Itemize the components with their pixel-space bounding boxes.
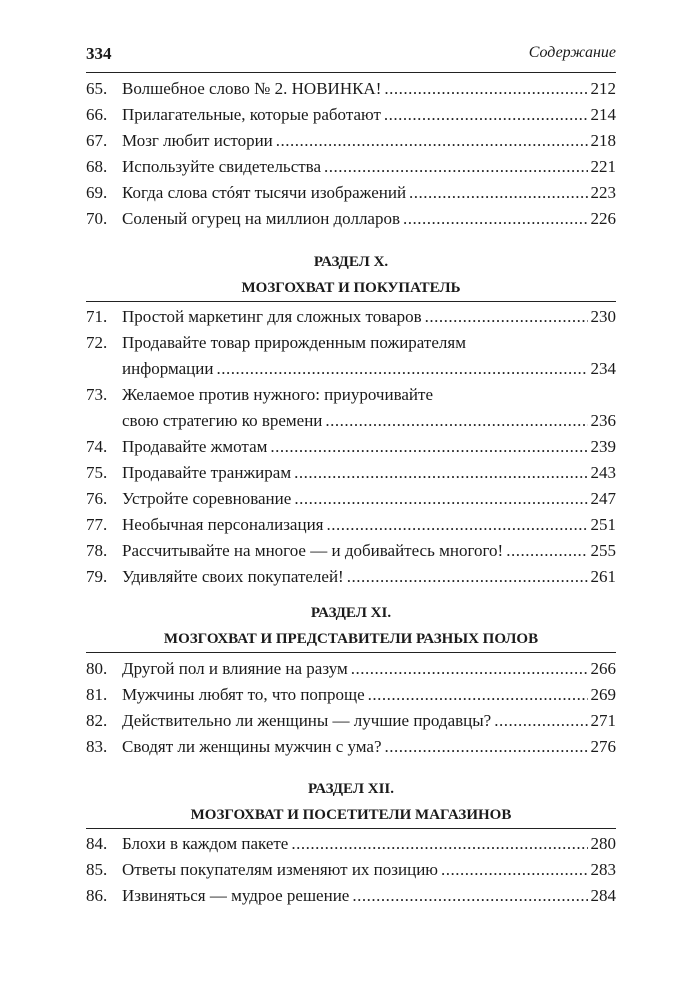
entry-page-number: 255 — [590, 541, 616, 560]
entry-title: Мозг любит истории — [122, 131, 273, 150]
entry-page-number: 212 — [590, 79, 616, 98]
entry-number: 66. — [86, 105, 108, 124]
toc-entry — [86, 857, 616, 883]
toc-entry — [86, 831, 616, 857]
entry-title: Действительно ли женщины — лучшие продавцы? — [122, 711, 492, 730]
toc-entry — [86, 304, 616, 330]
entry-page-number: 284 — [590, 886, 616, 905]
section-label: РАЗДЕЛ X. — [313, 254, 389, 270]
dot-leader — [425, 304, 588, 330]
toc-entry — [86, 656, 616, 682]
entry-title: Продавайте транжирам — [122, 463, 292, 482]
page-number: 334 — [86, 44, 112, 63]
entry-title-line: Желаемое против нужного: приурочивайте — [122, 385, 433, 404]
entry-title: Мужчины любят то, что попроще — [122, 685, 365, 704]
toc-entry — [86, 330, 616, 382]
entry-title: Необычная персонализация — [122, 515, 324, 534]
section-rule — [86, 652, 616, 653]
entry-page-number: 266 — [590, 659, 616, 678]
section-label: РАЗДЕЛ XI. — [310, 605, 392, 621]
entry-number: 77. — [86, 515, 108, 534]
dot-leader — [409, 180, 587, 206]
entry-number: 86. — [86, 886, 108, 905]
toc-entry — [86, 206, 616, 232]
entry-page-number: 221 — [590, 157, 616, 176]
dot-leader — [327, 512, 588, 538]
entry-title: Ответы покупателям изменяют их позицию — [122, 860, 438, 879]
dot-leader — [403, 206, 587, 232]
entry-page-number: 218 — [590, 131, 616, 150]
entry-title: Блохи в каждом пакете — [122, 834, 289, 853]
page-header — [86, 44, 616, 70]
entry-title: Устройте соревнование — [122, 489, 292, 508]
entry-number: 76. — [86, 489, 108, 508]
entry-title: Когда слова стóят тысячи изображений — [122, 183, 407, 202]
toc-entry — [86, 128, 616, 154]
toc-group — [86, 304, 616, 590]
section-title: МОЗГОХВАТ И ПОСЕТИТЕЛИ МАГАЗИНОВ — [190, 807, 512, 823]
entry-page-number: 214 — [590, 105, 616, 124]
entry-number: 83. — [86, 737, 108, 756]
entry-page-number: 271 — [590, 711, 616, 730]
dot-leader — [291, 831, 587, 857]
entry-number: 71. — [86, 307, 108, 326]
dot-leader — [506, 538, 587, 564]
section-heading-xi — [86, 600, 616, 652]
entry-title: Простой маркетинг для сложных товаров — [122, 307, 422, 326]
entry-number: 75. — [86, 463, 108, 482]
entry-title: Прилагательные, которые работают — [122, 105, 381, 124]
dot-leader — [385, 734, 588, 760]
entry-page-number: 226 — [590, 209, 616, 228]
entry-number: 73. — [86, 385, 108, 404]
toc-group — [86, 656, 616, 760]
entry-page-number: 269 — [590, 685, 616, 704]
toc-entry — [86, 180, 616, 206]
entry-number: 84. — [86, 834, 108, 853]
entry-number: 85. — [86, 860, 108, 879]
entry-page-number: 234 — [590, 359, 616, 378]
entry-title: Рассчитывайте на многое — и добивайтесь многого! — [122, 541, 504, 560]
dot-leader — [325, 408, 587, 434]
entry-number: 67. — [86, 131, 108, 150]
toc-entry — [86, 382, 616, 434]
dot-leader — [352, 883, 587, 909]
dot-leader — [384, 76, 587, 102]
dot-leader — [384, 102, 588, 128]
entry-title: Используйте свидетельства — [122, 157, 322, 176]
toc-entry — [86, 434, 616, 460]
toc-entry — [86, 76, 616, 102]
entry-page-number: 223 — [590, 183, 616, 202]
dot-leader — [441, 857, 588, 883]
entry-page-number: 243 — [590, 463, 616, 482]
entry-page-number: 261 — [590, 567, 616, 586]
entry-page-number: 276 — [590, 737, 616, 756]
dot-leader — [294, 486, 587, 512]
entry-title: Извиняться — мудрое решение — [122, 886, 350, 905]
toc-group — [86, 831, 616, 909]
entry-number: 80. — [86, 659, 108, 678]
section-label: РАЗДЕЛ XII. — [307, 781, 394, 797]
dot-leader — [276, 128, 588, 154]
dot-leader — [324, 154, 587, 180]
entry-number: 82. — [86, 711, 108, 730]
entry-page-number: 251 — [590, 515, 616, 534]
entry-number: 65. — [86, 79, 108, 98]
toc-entry — [86, 538, 616, 564]
entry-number: 70. — [86, 209, 108, 228]
toc-entry — [86, 682, 616, 708]
entry-title: Другой пол и влияние на разум — [122, 659, 348, 678]
entry-title-line: Продавайте товар прирожденным пожирателям — [122, 333, 466, 352]
section-rule — [86, 828, 616, 829]
entry-title: Волшебное слово № 2. НОВИНКА! — [122, 79, 382, 98]
entry-page-number: 239 — [590, 437, 616, 456]
entry-number: 74. — [86, 437, 108, 456]
dot-leader — [494, 708, 587, 734]
entry-page-number: 230 — [590, 307, 616, 326]
entry-title: Удивляйте своих покупателей! — [122, 567, 344, 586]
toc-entry — [86, 460, 616, 486]
section-title: МОЗГОХВАТ И ПРЕДСТАВИТЕЛИ РАЗНЫХ ПОЛОВ — [163, 631, 539, 647]
entry-number: 78. — [86, 541, 108, 560]
entry-number: 79. — [86, 567, 108, 586]
dot-leader — [270, 434, 587, 460]
toc-entry — [86, 154, 616, 180]
dot-leader — [216, 356, 587, 382]
entry-page-number: 280 — [590, 834, 616, 853]
toc-entry — [86, 564, 616, 590]
toc-entry — [86, 708, 616, 734]
running-title: Содержание — [528, 44, 616, 61]
toc-entry — [86, 512, 616, 538]
header-rule — [86, 72, 616, 73]
entry-number: 81. — [86, 685, 108, 704]
section-heading-x — [86, 249, 616, 301]
toc-entry — [86, 102, 616, 128]
entry-page-number: 247 — [590, 489, 616, 508]
entry-page-number: 283 — [590, 860, 616, 879]
entry-title: Соленый огурец на миллион долларов — [122, 209, 401, 228]
entry-page-number: 236 — [590, 411, 616, 430]
entry-number: 69. — [86, 183, 108, 202]
entry-title: Сводят ли женщины мужчин с ума? — [122, 737, 382, 756]
entry-title: информации — [122, 359, 214, 378]
toc-group — [86, 76, 616, 232]
toc-entry — [86, 883, 616, 909]
section-heading-xii — [86, 776, 616, 828]
entry-number: 72. — [86, 333, 108, 352]
dot-leader — [368, 682, 588, 708]
dot-leader — [294, 460, 587, 486]
entry-number: 68. — [86, 157, 108, 176]
toc-entry — [86, 486, 616, 512]
entry-title: свою стратегию ко времени — [122, 411, 323, 430]
section-rule — [86, 301, 616, 302]
dot-leader — [351, 656, 588, 682]
dot-leader — [347, 564, 588, 590]
toc-entry — [86, 734, 616, 760]
entry-title: Продавайте жмотам — [122, 437, 268, 456]
section-title: МОЗГОХВАТ И ПОКУПАТЕЛЬ — [241, 280, 461, 296]
